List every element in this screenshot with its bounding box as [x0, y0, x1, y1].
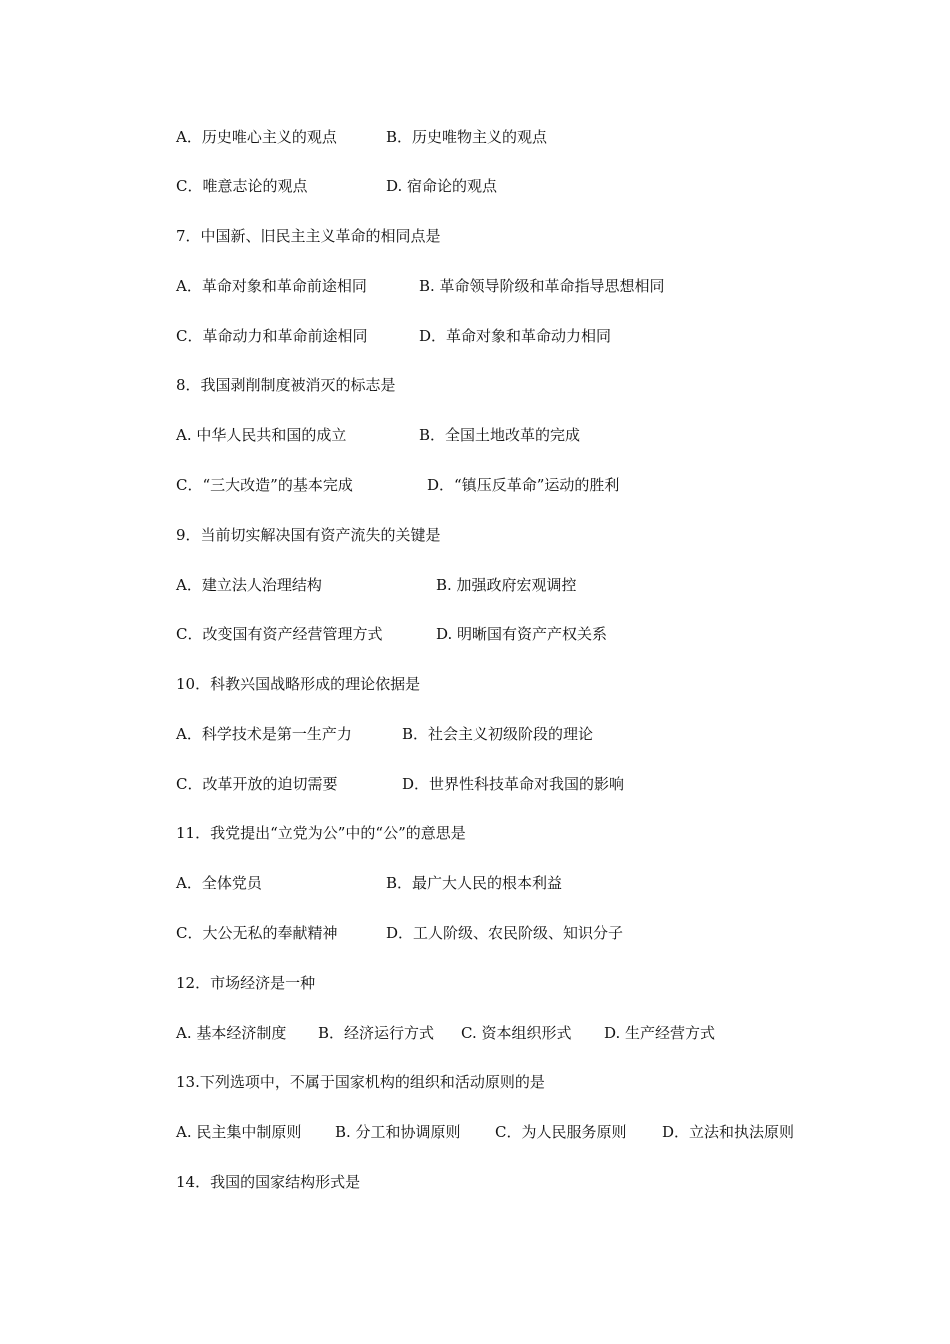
question-text: 13.下列选项中，不属于国家机构的组织和活动原则的是	[176, 1073, 545, 1091]
q11-option-a: A．全体党员	[176, 874, 262, 892]
question-text: 11．我党提出“立党为公”中的“公”的意思是	[176, 824, 466, 842]
question-text: 9．当前切实解决国有资产流失的关键是	[176, 526, 441, 544]
q12-option-c: C. 资本组织形式	[461, 1024, 572, 1042]
q10-option-c: C．改革开放的迫切需要	[176, 775, 338, 793]
q10-option-a: A．科学技术是第一生产力	[176, 725, 352, 743]
q10-option-b: B．社会主义初级阶段的理论	[402, 725, 594, 743]
q9-option-a: A．建立法人治理结构	[176, 576, 322, 594]
question-text: 10．科教兴国战略形成的理论依据是	[176, 675, 421, 693]
q6-option-a: A．历史唯心主义的观点	[176, 128, 337, 146]
q7-option-d: D．革命对象和革命动力相同	[419, 327, 612, 345]
q9-option-d: D. 明晰国有资产产权关系	[436, 625, 608, 643]
q6-option-c: C．唯意志论的观点	[176, 177, 308, 195]
q9-option-c: C．改变国有资产经营管理方式	[176, 625, 383, 643]
q7-option-a: A．革命对象和革命前途相同	[176, 277, 367, 295]
q6-option-b: B．历史唯物主义的观点	[386, 128, 548, 146]
question-text: 8．我国剥削制度被消灭的标志是	[176, 376, 396, 394]
q8-option-b: B．全国土地改革的完成	[419, 426, 581, 444]
q11-option-d: D．工人阶级、农民阶级、知识分子	[386, 924, 624, 942]
q7-option-c: C．革命动力和革命前途相同	[176, 327, 368, 345]
question-text: 14．我国的国家结构形式是	[176, 1173, 361, 1191]
q10-option-d: D．世界性科技革命对我国的影响	[402, 775, 625, 793]
q12-option-a: A. 基本经济制度	[176, 1024, 287, 1042]
q11-option-b: B．最广大人民的根本利益	[386, 874, 563, 892]
q8-option-a: A. 中华人民共和国的成立	[176, 426, 347, 444]
q8-option-d: D．“镇压反革命”运动的胜利	[427, 476, 620, 494]
q13-option-d: D．立法和执法原则	[662, 1123, 795, 1141]
q7-option-b: B. 革命领导阶级和革命指导思想相同	[419, 277, 665, 295]
q9-option-b: B. 加强政府宏观调控	[436, 576, 577, 594]
q12-option-d: D. 生产经营方式	[604, 1024, 716, 1042]
q8-option-c: C．“三大改造”的基本完成	[176, 476, 353, 494]
question-text: 7．中国新、旧民主主义革命的相同点是	[176, 227, 441, 245]
q11-option-c: C．大公无私的奉献精神	[176, 924, 338, 942]
q12-option-b: B．经济运行方式	[318, 1024, 435, 1042]
question-text: 12．市场经济是一种	[176, 974, 316, 992]
q13-option-a: A. 民主集中制原则	[176, 1123, 302, 1141]
q6-option-d: D. 宿命论的观点	[386, 177, 498, 195]
q13-option-c: C．为人民服务原则	[495, 1123, 627, 1141]
q13-option-b: B. 分工和协调原则	[335, 1123, 461, 1141]
